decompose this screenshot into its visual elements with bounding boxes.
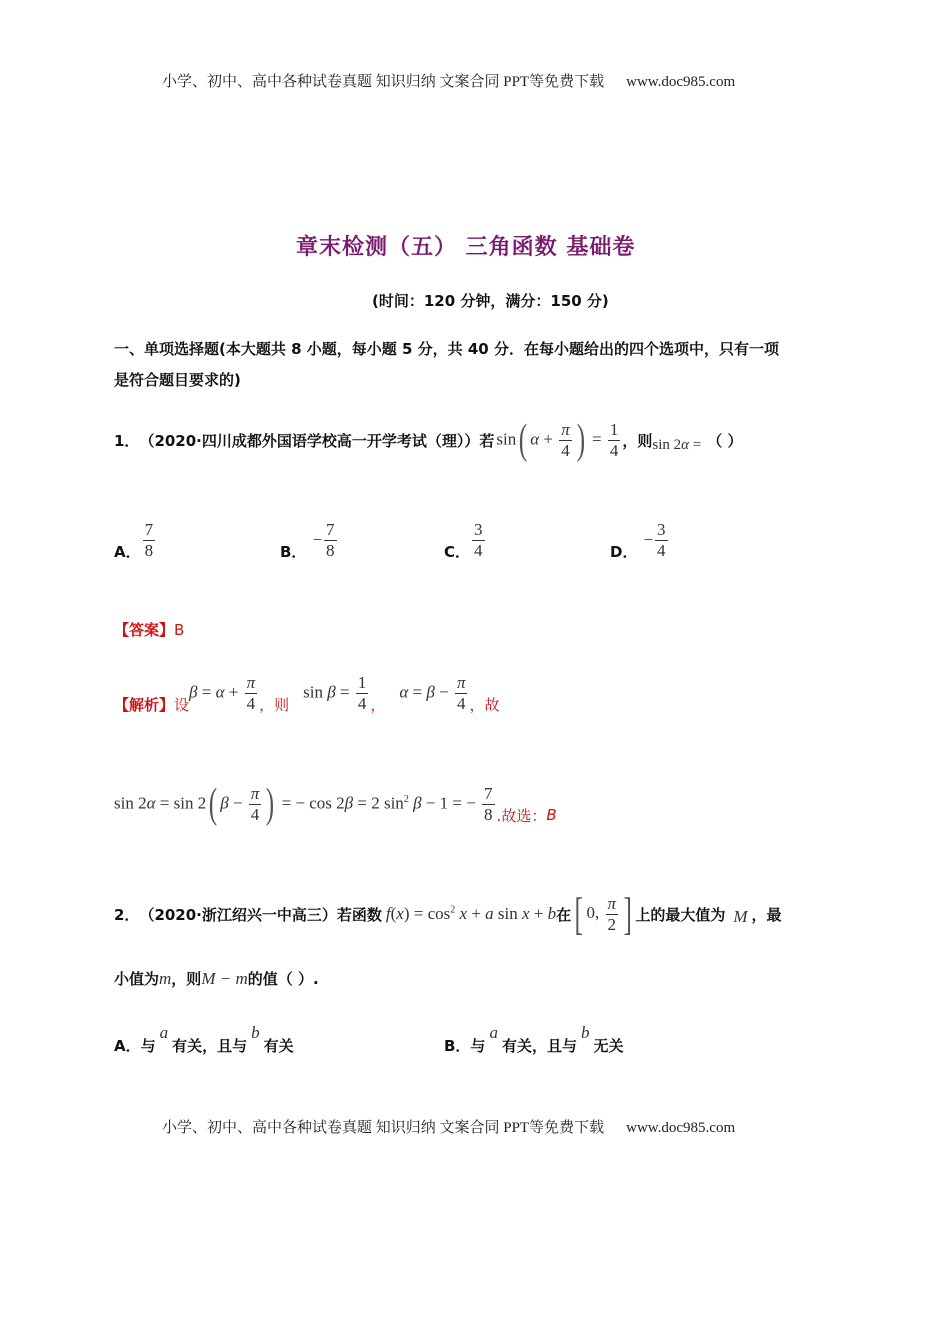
option-fraction: $\frac{7}{8}$ — [326, 519, 335, 560]
page-footer — [162, 1116, 735, 1137]
option-label: D． — [610, 542, 638, 561]
option-fraction: $\frac{7}{8}$ — [144, 519, 154, 560]
page-subtitle: (时间：120 分钟，满分：150 分) — [372, 292, 609, 310]
q1-derivation: sin 2α = sin 2( β − $\frac{\pi}{4}$ ) = − cos 2β = 2 $\sin^2 \beta - 1$ = − $\frac{7}{8}$ .故选： B — [114, 781, 557, 827]
q2-min-var: m — [159, 968, 172, 988]
q2-expr: M − m — [201, 968, 248, 988]
analysis-math-2: sin β = $\frac{1}{4}$ — [303, 672, 367, 713]
q1-option-c[interactable] — [444, 515, 487, 565]
derivation-math: sin 2α = sin 2( β − $\frac{\pi}{4}$ ) = − cos 2β = 2 $\sin^2 \beta - 1$ = − $\frac{7}{8}$ — [114, 781, 493, 827]
q1-analysis: 【解析】 设 β = α + $\frac{\pi}{4}$ ，则 sin β = $\frac{1}{4}$ ， α = β − $\frac{\pi}{4}$ ，故 — [114, 672, 500, 714]
q1-option-a[interactable] — [114, 515, 157, 565]
header-url[interactable]: www.doc985.com — [626, 74, 736, 90]
section-heading-line2: 是符合题目要求的) — [114, 371, 241, 389]
q2-option-a[interactable]: A．与 a 有关，且与 b 有关 — [114, 1023, 294, 1055]
q1-answer — [114, 619, 184, 640]
question-1 — [114, 414, 743, 466]
analysis-label: 【解析】 — [114, 695, 175, 714]
footer-url[interactable]: www.doc985.com — [626, 1120, 736, 1136]
q1-option-b[interactable]: B． − $\frac{7}{8}$ — [280, 519, 335, 561]
q1-number: 1． — [114, 431, 140, 450]
section-heading-line1: 一、单项选择题(本大题共 8 小题，每小题 5 分，共 40 分．在每小题给出的四个选项中，只有一项 — [114, 340, 779, 358]
option-fraction: $\frac{3}{4}$ — [474, 519, 483, 560]
option-label: C． — [444, 542, 471, 561]
q1-source: （2020·四川成都外国语学校高一开学考试（理））若 — [139, 431, 495, 450]
q1-target-math: sin 2α = — [652, 436, 702, 453]
q1-then: ，则 — [622, 431, 653, 450]
footer-text: 小学、初中、高中各种试卷真题 知识归纳 文案合同 PPT等免费下载 — [162, 1120, 605, 1136]
q2-option-b[interactable]: B．与 a 有关，且与 b 无关 — [444, 1023, 624, 1055]
page-header — [162, 70, 735, 91]
question-2-line2: 小值为 m ，则 M − m 的值（ ）. — [114, 968, 319, 988]
q1-option-d[interactable]: D． − $\frac{3}{4}$ — [610, 519, 666, 561]
option-label: A． — [114, 542, 141, 561]
analysis-math-3: α = β − $\frac{\pi}{4}$ — [399, 672, 466, 713]
q2-interval-math: [ 0, $\frac{\pi}{2}$ ] — [574, 888, 632, 939]
analysis-math-1: β = α + $\frac{\pi}{4}$ — [189, 672, 256, 713]
option-label: B． — [280, 542, 307, 561]
question-2: 2． （2020·浙江绍兴一中高三）若函数 $f(x) = \cos^2 x + a$ sin x + b 在 [ 0, $\frac{\pi}{2}$ ] 上的最大值为 M ，最 — [114, 888, 782, 939]
option-fraction: $\frac{3}{4}$ — [657, 519, 666, 560]
answer-value: B — [174, 621, 185, 639]
q1-condition-math: sin( α + $\frac{\pi}{4}$ ) = $\frac{1}{4}$ — [496, 417, 619, 463]
answer-label: 【答案】 — [114, 621, 175, 639]
q2-number: 2． — [114, 905, 140, 924]
page-title: 章末检测（五） 三角函数 基础卷 — [296, 235, 636, 260]
q2-max-var: M — [733, 907, 748, 926]
header-text: 小学、初中、高中各种试卷真题 知识归纳 文案合同 PPT等免费下载 — [162, 74, 605, 90]
q1-blank: （ ） — [707, 431, 743, 450]
q2-source: （2020·浙江绍兴一中高三）若函数 — [139, 905, 382, 924]
q2-function-math: $f(x) = \cos^2 x + a$ sin x + b — [385, 904, 557, 923]
